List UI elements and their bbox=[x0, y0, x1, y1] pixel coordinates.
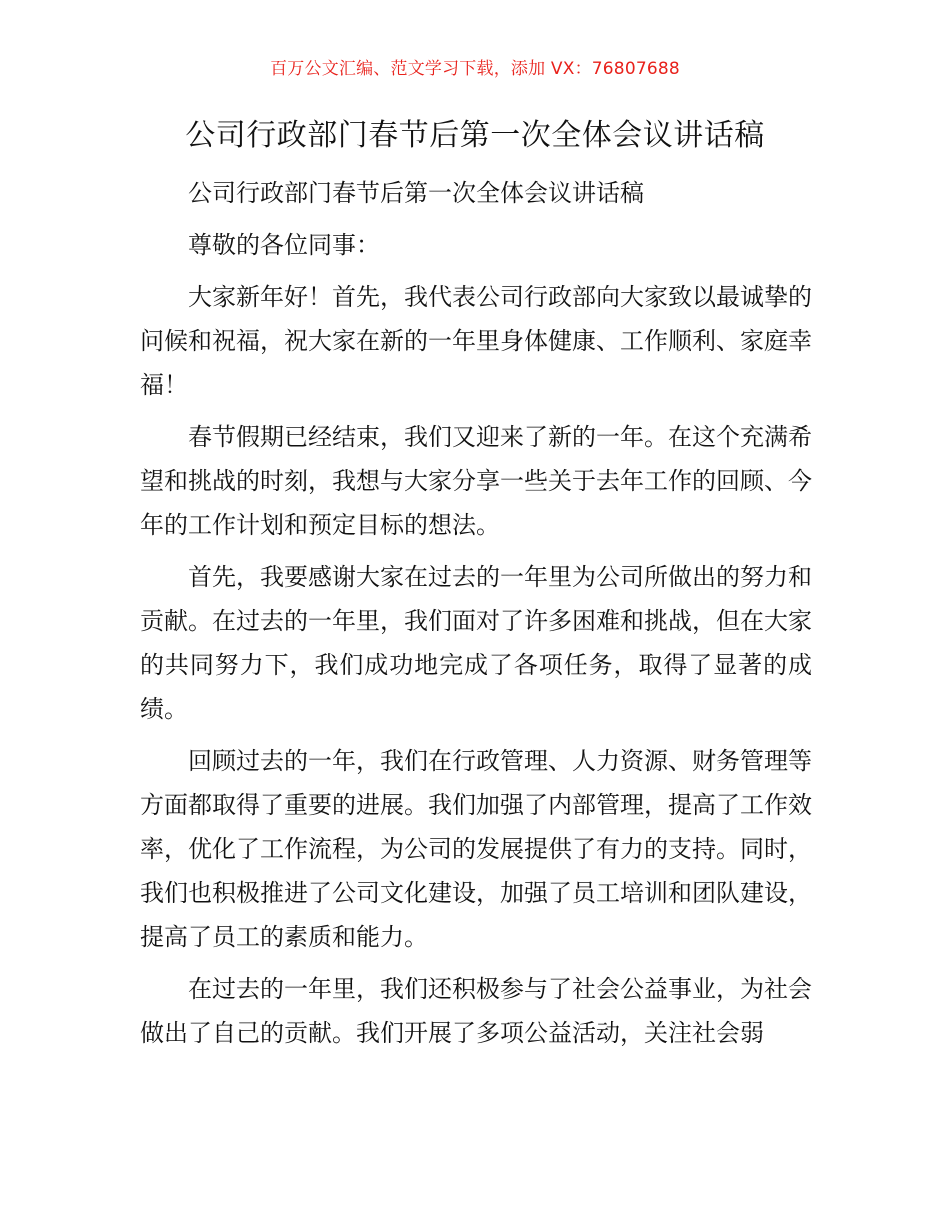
page-title: 公司行政部门春节后第一次全体会议讲话稿 bbox=[185, 118, 765, 153]
paragraph-subtitle: 公司行政部门春节后第一次全体会议讲话稿 bbox=[188, 179, 644, 207]
document-body bbox=[140, 171, 812, 1063]
paragraph: 大家新年好！首先，我代表公司行政部向大家致以最诚挚的问候和祝福，祝大家在新的一年里身体健康、工作顺利、家庭幸福！ bbox=[140, 283, 812, 399]
paragraph-salutation: 尊敬的各位同事： bbox=[188, 231, 380, 259]
paragraph: 春节假期已经结束，我们又迎来了新的一年。在这个充满希望和挑战的时刻，我想与大家分享一些关于去年工作的回顾、今年的工作计划和预定目标的想法。 bbox=[140, 423, 812, 539]
paragraph: 在过去的一年里，我们还积极参与了社会公益事业，为社会做出了自己的贡献。我们开展了多项公益活动，关注社会弱 bbox=[140, 975, 812, 1047]
download-notice: 百万公文汇编、范文学习下载，添加 VX：76807688 bbox=[270, 59, 680, 79]
paragraph: 回顾过去的一年，我们在行政管理、人力资源、财务管理等方面都取得了重要的进展。我们加强了内部管理，提高了工作效率，优化了工作流程，为公司的发展提供了有力的支持。同时，我们也积极推进了公司文化建设，加强了员工培训和团队建设，提高了员工的素质和能力。 bbox=[140, 747, 812, 951]
paragraph: 首先，我要感谢大家在过去的一年里为公司所做出的努力和贡献。在过去的一年里，我们面对了许多困难和挑战，但在大家的共同努力下，我们成功地完成了各项任务，取得了显著的成绩。 bbox=[140, 563, 812, 723]
